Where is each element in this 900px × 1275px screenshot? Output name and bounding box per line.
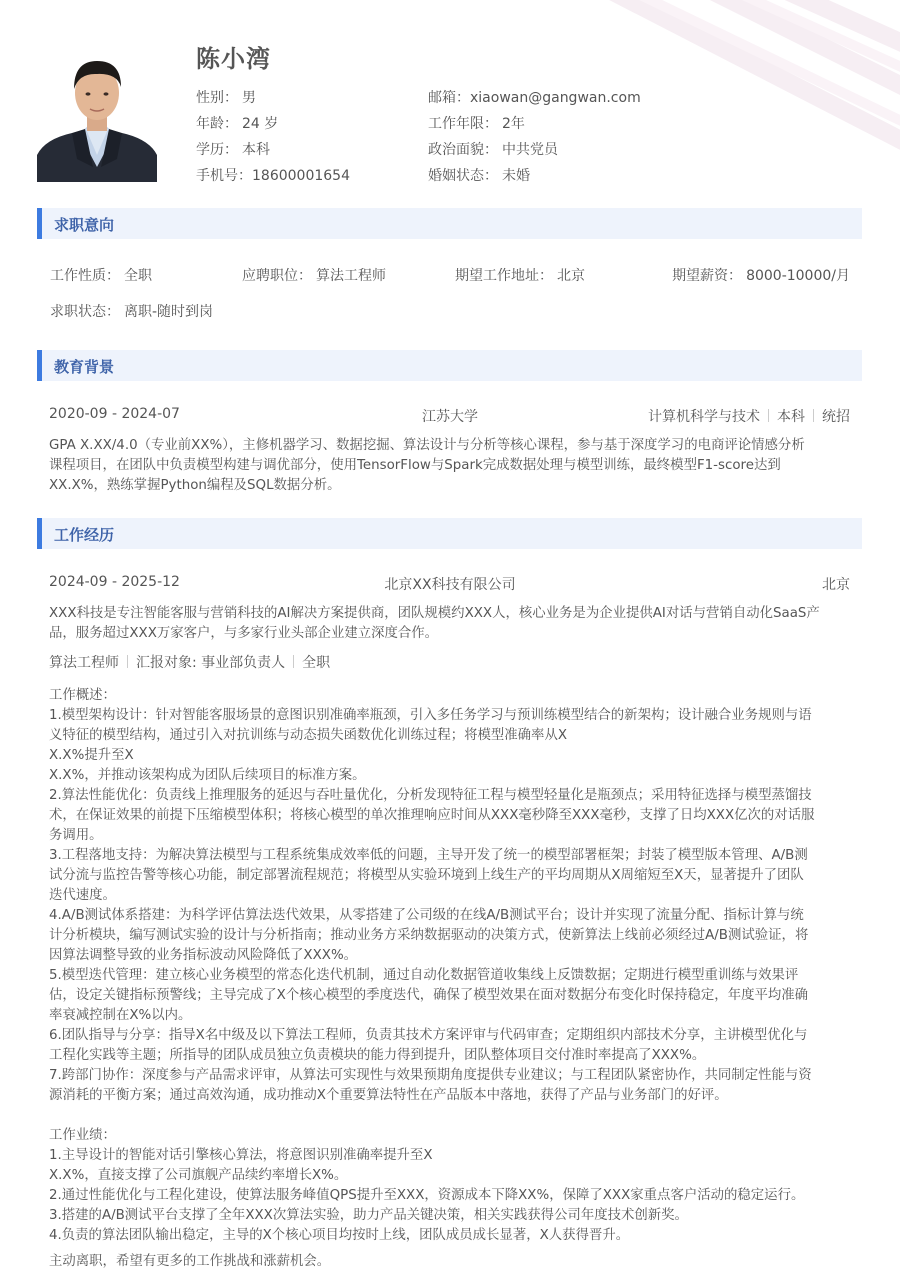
intent-status-value: 离职-随时到岗 [124,304,214,320]
achievement-line: 4.负责的算法团队输出稳定，主导的X个核心项目均按时上线，团队成员成长显著，X人获得晋升。 [49,1228,630,1243]
education-major: 计算机科学与技术 [648,409,760,425]
education-level-value: 本科 [242,142,270,158]
section-accent [37,350,42,381]
overview-line: X.X%，并推动该架构成为团队后续项目的标准方案。 [49,768,366,783]
work-achievements [49,1126,852,1246]
age-field [196,113,278,133]
intent-position [242,265,386,285]
overview-line: 试分流与监控告警等核心功能，制定部署流程规范；将模型从实验环境到上线生产的平均周期从X周缩短至X天，显著提升了团队 [49,868,804,883]
section-header-intent [37,208,862,239]
phone-label: 手机号： [196,168,252,184]
overview-line: 3.工程落地支持：为解决算法模型与工程系统集成效率低的问题，主导开发了统一的模型部署框架；封装了模型版本管理、A/B测 [49,848,808,863]
achievement-line: X.X%，直接支撑了公司旗舰产品续约率增长X%。 [49,1168,348,1183]
intent-location-value: 北京 [557,268,585,284]
intent-position-value: 算法工程师 [316,268,386,284]
section-title-education: 教育背景 [54,358,115,376]
intent-salary [672,265,850,285]
intent-location [455,265,585,285]
education-school: 江苏大学 [422,409,478,425]
work-job-type: 全职 [302,655,331,671]
gender-label: 性别： [196,90,238,106]
age-label: 年龄： [196,116,238,132]
education-level-label: 学历： [196,142,238,158]
company-desc-line: 品，服务超过XXX万家客户，与多家行业头部企业建立深度合作。 [49,626,439,641]
achievement-line: 1.主导设计的智能对话引擎核心算法，将意图识别准确率提升至X [49,1148,433,1163]
education-type: 统招 [822,409,850,425]
work-years-field [428,113,525,133]
profile-header [37,35,867,185]
intent-salary-label: 期望薪资： [672,268,743,284]
overview-line: 2.算法性能优化：负责线上推理服务的延迟与吞吐量优化，分析发现特征工程与模型轻量化是瓶颈点；采用特征选择与模型蒸馏技 [49,788,812,803]
intent-salary-value: 8000-10000/月 [746,268,850,284]
phone-value: 18600001654 [252,168,350,184]
section-title-intent: 求职意向 [54,216,115,234]
section-header-education [37,350,862,381]
marital-status-label: 婚姻状态： [428,168,498,184]
political-status-value: 中共党员 [502,142,558,158]
overview-line: 估，设定关键指标预警线；主导完成了X个核心模型的季度迭代，确保了模型效果在面对数据分布变化时保持稳定，年度平均准确 [49,988,809,1003]
section-title-work: 工作经历 [54,526,115,544]
overview-line: 源消耗的平衡方案；通过高效沟通，成功推动X个重要算法特性在产品版本中落地，获得了产品与业务部门的好评。 [49,1088,728,1103]
work-report-to: 汇报对象: 事业部负责人 [136,655,286,671]
separator [813,409,814,422]
achievement-line: 2.通过性能优化与工程化建设，使算法服务峰值QPS提升至XXX，资源成本下降XX%，保障了XXX家重点客户活动的稳定运行。 [49,1188,805,1203]
separator [293,655,294,668]
intent-status-label: 求职状态： [50,304,120,320]
work-role: 算法工程师 [49,655,119,671]
work-achievements-title: 工作业绩： [49,1128,116,1143]
work-company: 北京XX科技有限公司 [384,577,516,593]
leave-reason [49,1252,852,1272]
education-details [648,406,850,426]
education-desc-line: 课程项目，在团队中负责模型构建与调优部分，使用TensorFlow与Spark完成数据处理与模型训练，最终模型F1-score达到 [49,458,781,473]
email-label: 邮箱： [428,90,470,106]
education-desc-line: XX.X%，熟练掌握Python编程及SQL数据分析。 [49,478,341,493]
intent-work-type [50,265,152,285]
overview-line: 因算法调整导致的业务指标波动风险降低了XXX%。 [49,948,358,963]
separator [768,409,769,422]
company-description [49,604,852,644]
overview-line: 迭代速度。 [49,888,116,903]
work-overview [49,686,852,1106]
leave-reason-text: 主动离职，希望有更多的工作挑战和涨薪机会。 [49,1254,331,1269]
overview-line: 术，在保证效果的前提下压缩模型体积；将核心模型的单次推理响应时间从XXX毫秒降至XXX毫秒，支撑了日均XXX亿次的对话服 [49,808,815,823]
achievement-line: 3.搭建的A/B测试平台支撑了全年XXX次算法实验，助力产品关键决策，相关实践获得公司年度技术创新奖。 [49,1208,688,1223]
overview-line: 7.跨部门协作：深度参与产品需求评审，从算法可实现性与效果预期角度提供专业建议；与工程团队紧密协作，共同制定性能与资 [49,1068,812,1083]
overview-line: 义特征的模型结构，通过引入对抗训练与动态损失函数优化训练过程；将模型准确率从X [49,728,568,743]
marital-status-value: 未婚 [502,168,530,184]
age-value: 24 岁 [242,116,279,132]
education-level-field [196,139,270,159]
political-status-label: 政治面貌： [428,142,498,158]
political-status-field [428,139,558,159]
email-value: xiaowan@gangwan.com [470,90,641,106]
profile-photo [37,47,157,182]
overview-line: 计分析模块，编写测试实验的设计与分析指南；推动业务方采纳数据驱动的决策方式，使新算法上线前必须经过A/B测试验证，将 [49,928,809,943]
education-desc-line: GPA X.XX/4.0（专业前XX%），主修机器学习、数据挖掘、算法设计与分析等核心课程，参与基于深度学习的电商评论情感分析 [49,438,805,453]
gender-value: 男 [242,90,256,106]
overview-line: 务调用。 [49,828,103,843]
intent-work-type-label: 工作性质： [50,268,120,284]
marital-status-field [428,165,530,185]
section-header-work [37,518,862,549]
separator [127,655,128,668]
phone-field [196,165,350,185]
education-description [49,436,852,496]
work-overview-title: 工作概述： [49,688,116,703]
company-desc-line: XXX科技是专注智能客服与营销科技的AI解决方案提供商，团队规模约XXX人，核心业务是为企业提供AI对话与营销自动化SaaS产 [49,606,820,621]
intent-work-type-value: 全职 [124,268,152,284]
candidate-name: 陈小湾 [196,45,271,73]
overview-line: 率衰减控制在X%以内。 [49,1008,192,1023]
work-period: 2024-09 - 2025-12 [49,574,180,590]
intent-status [50,301,213,321]
intent-position-label: 应聘职位： [242,268,312,284]
work-years-label: 工作年限： [428,116,498,132]
work-city: 北京 [822,577,850,593]
overview-line: X.X%提升至X [49,748,134,763]
work-role-info [49,652,330,672]
section-accent [37,208,42,239]
email-field [428,87,641,107]
overview-line: 1.模型架构设计：针对智能客服场景的意图识别准确率瓶颈，引入多任务学习与预训练模型结合的新架构；设计融合业务规则与语 [49,708,812,723]
education-period: 2020-09 - 2024-07 [49,406,180,422]
work-years-value: 2年 [502,116,525,132]
overview-line: 5.模型迭代管理：建立核心业务模型的常态化迭代机制，通过自动化数据管道收集线上反馈数据；定期进行模型重训练与效果评 [49,968,799,983]
section-accent [37,518,42,549]
gender-field [196,87,256,107]
education-degree: 本科 [777,409,805,425]
overview-line: 工程化实践等主题；所指导的团队成员独立负责模块的能力得到提升，团队整体项目交付准时率提高了XXX%。 [49,1048,706,1063]
intent-location-label: 期望工作地址： [455,268,553,284]
overview-line: 4.A/B测试体系搭建：为科学评估算法迭代效果，从零搭建了公司级的在线A/B测试平台；设计并实现了流量分配、指标计算与统 [49,908,804,923]
overview-line: 6.团队指导与分享：指导X名中级及以下算法工程师，负责其技术方案评审与代码审查；定期组织内部技术分享，主讲模型优化与 [49,1028,808,1043]
